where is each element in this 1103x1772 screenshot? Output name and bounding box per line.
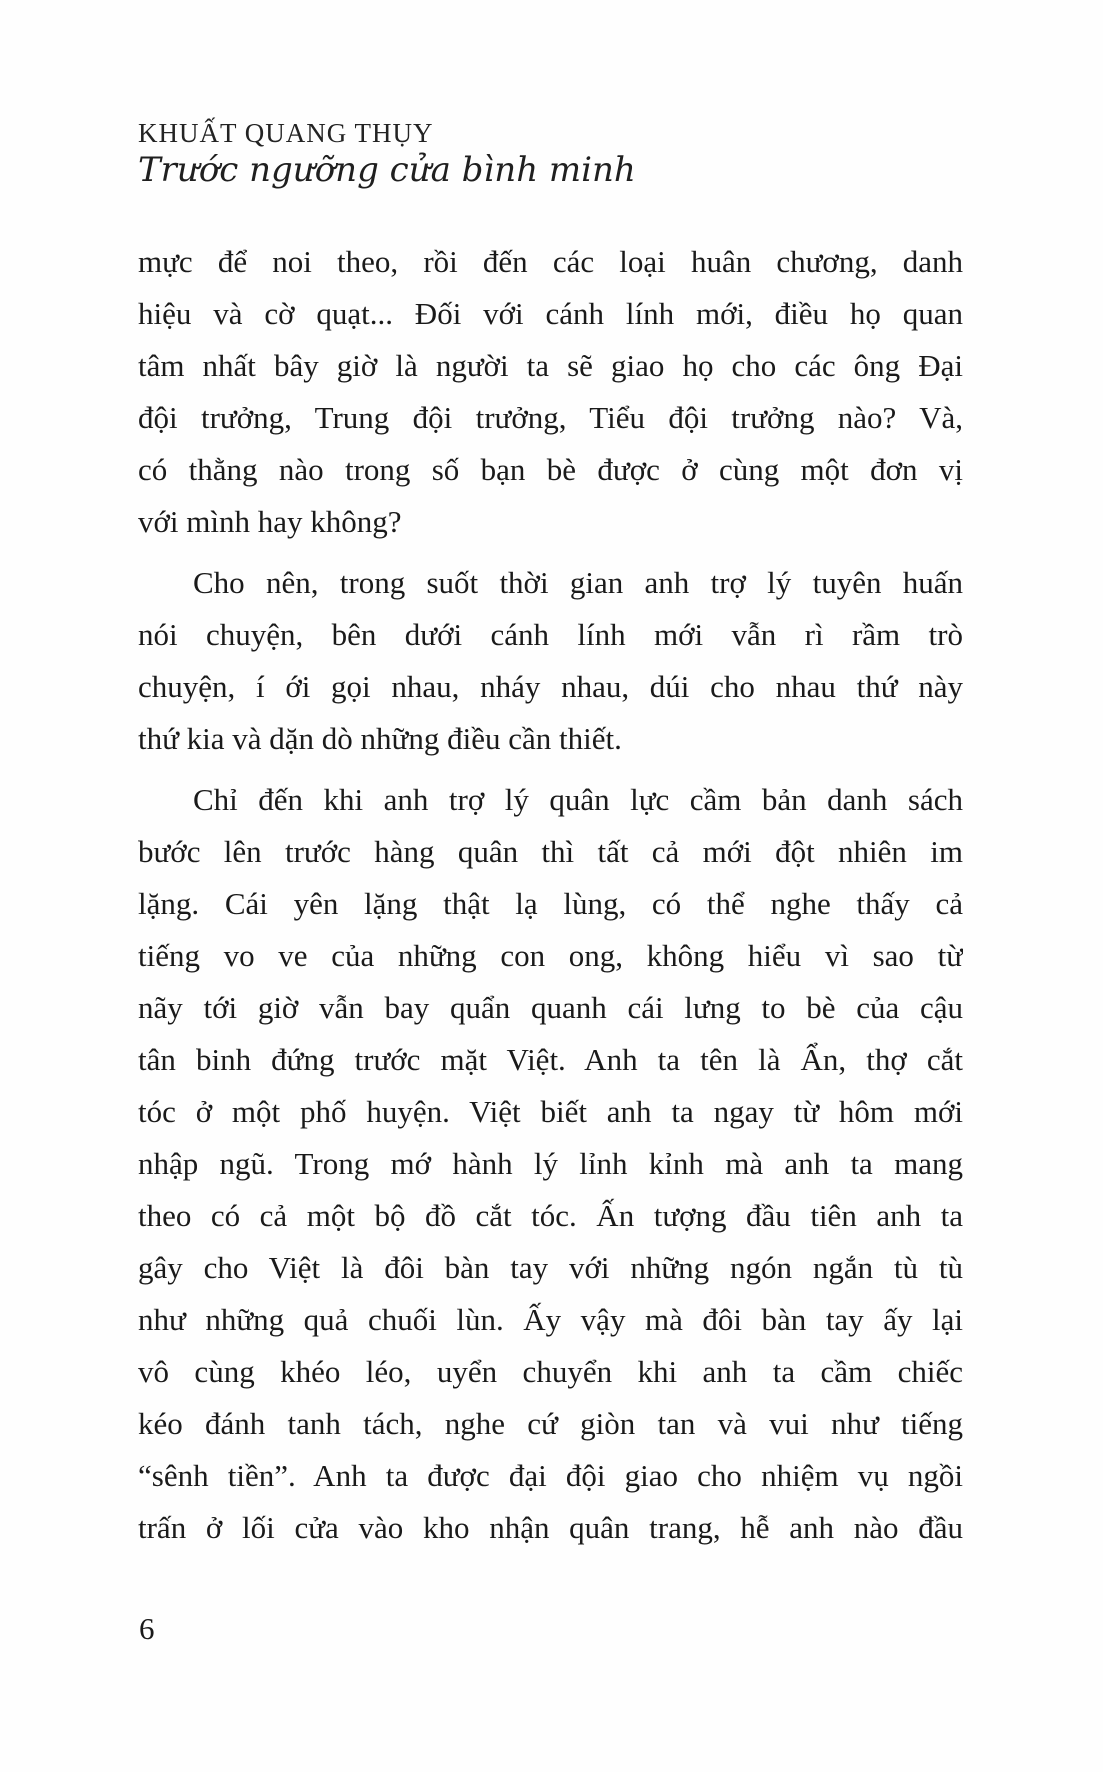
- text-line: có thằng nào trong số bạn bè được ở cùng một đơn vị: [138, 452, 963, 487]
- text-line: trấn ở lối cửa vào kho nhận quân trang, hễ anh nào đầu: [138, 1510, 963, 1545]
- text-line: tâm nhất bây giờ là người ta sẽ giao họ cho các ông Đại: [138, 348, 963, 383]
- text-line: nói chuyện, bên dưới cánh lính mới vẫn rì rầm trò: [138, 617, 963, 652]
- book-title: Trước ngưỡng cửa bình minh: [138, 150, 636, 190]
- text-line: Cho nên, trong suốt thời gian anh trợ lý tuyên huấn: [193, 565, 963, 600]
- text-line: hiệu và cờ quạt... Đối với cánh lính mới, điều họ quan: [138, 296, 963, 331]
- text-line: đội trưởng, Trung đội trưởng, Tiểu đội trưởng nào? Và,: [138, 400, 963, 435]
- text-line: với mình hay không?: [138, 504, 402, 539]
- text-line: thứ kia và dặn dò những điều cần thiết.: [138, 721, 622, 756]
- author-name: KHUẤT QUANG THỤY: [138, 118, 434, 148]
- text-line: mực để noi theo, rồi đến các loại huân chương, danh: [138, 244, 963, 279]
- text-line: theo có cả một bộ đồ cắt tóc. Ấn tượng đầu tiên anh ta: [138, 1198, 963, 1233]
- text-line: chuyện, í ới gọi nhau, nháy nhau, dúi cho nhau thứ này: [138, 669, 963, 704]
- text-line: bước lên trước hàng quân thì tất cả mới đột nhiên im: [138, 834, 963, 869]
- text-line: Chỉ đến khi anh trợ lý quân lực cầm bản danh sách: [193, 782, 963, 817]
- text-line: vô cùng khéo léo, uyển chuyển khi anh ta cầm chiếc: [138, 1354, 963, 1389]
- page-number: 6: [139, 1611, 155, 1646]
- page-header: [138, 118, 636, 190]
- text-line: kéo đánh tanh tách, nghe cứ giòn tan và vui như tiếng: [138, 1406, 963, 1441]
- text-line: tân binh đứng trước mặt Việt. Anh ta tên là Ẩn, thợ cắt: [138, 1042, 963, 1077]
- text-line: tóc ở một phố huyện. Việt biết anh ta ngay từ hôm mới: [138, 1094, 963, 1129]
- text-line: nhập ngũ. Trong mớ hành lý lỉnh kỉnh mà anh ta mang: [138, 1146, 963, 1181]
- text-line: như những quả chuối lùn. Ấy vậy mà đôi bàn tay ấy lại: [138, 1302, 963, 1337]
- text-line: lặng. Cái yên lặng thật lạ lùng, có thể nghe thấy cả: [138, 886, 963, 921]
- text-line: “sênh tiền”. Anh ta được đại đội giao cho nhiệm vụ ngồi: [138, 1458, 963, 1493]
- text-line: gây cho Việt là đôi bàn tay với những ngón ngắn tù tù: [138, 1250, 963, 1285]
- body-text: [138, 236, 963, 1554]
- text-line: nãy tới giờ vẫn bay quẩn quanh cái lưng to bè của cậu: [138, 990, 963, 1025]
- text-line: tiếng vo ve của những con ong, không hiểu vì sao từ: [138, 938, 963, 973]
